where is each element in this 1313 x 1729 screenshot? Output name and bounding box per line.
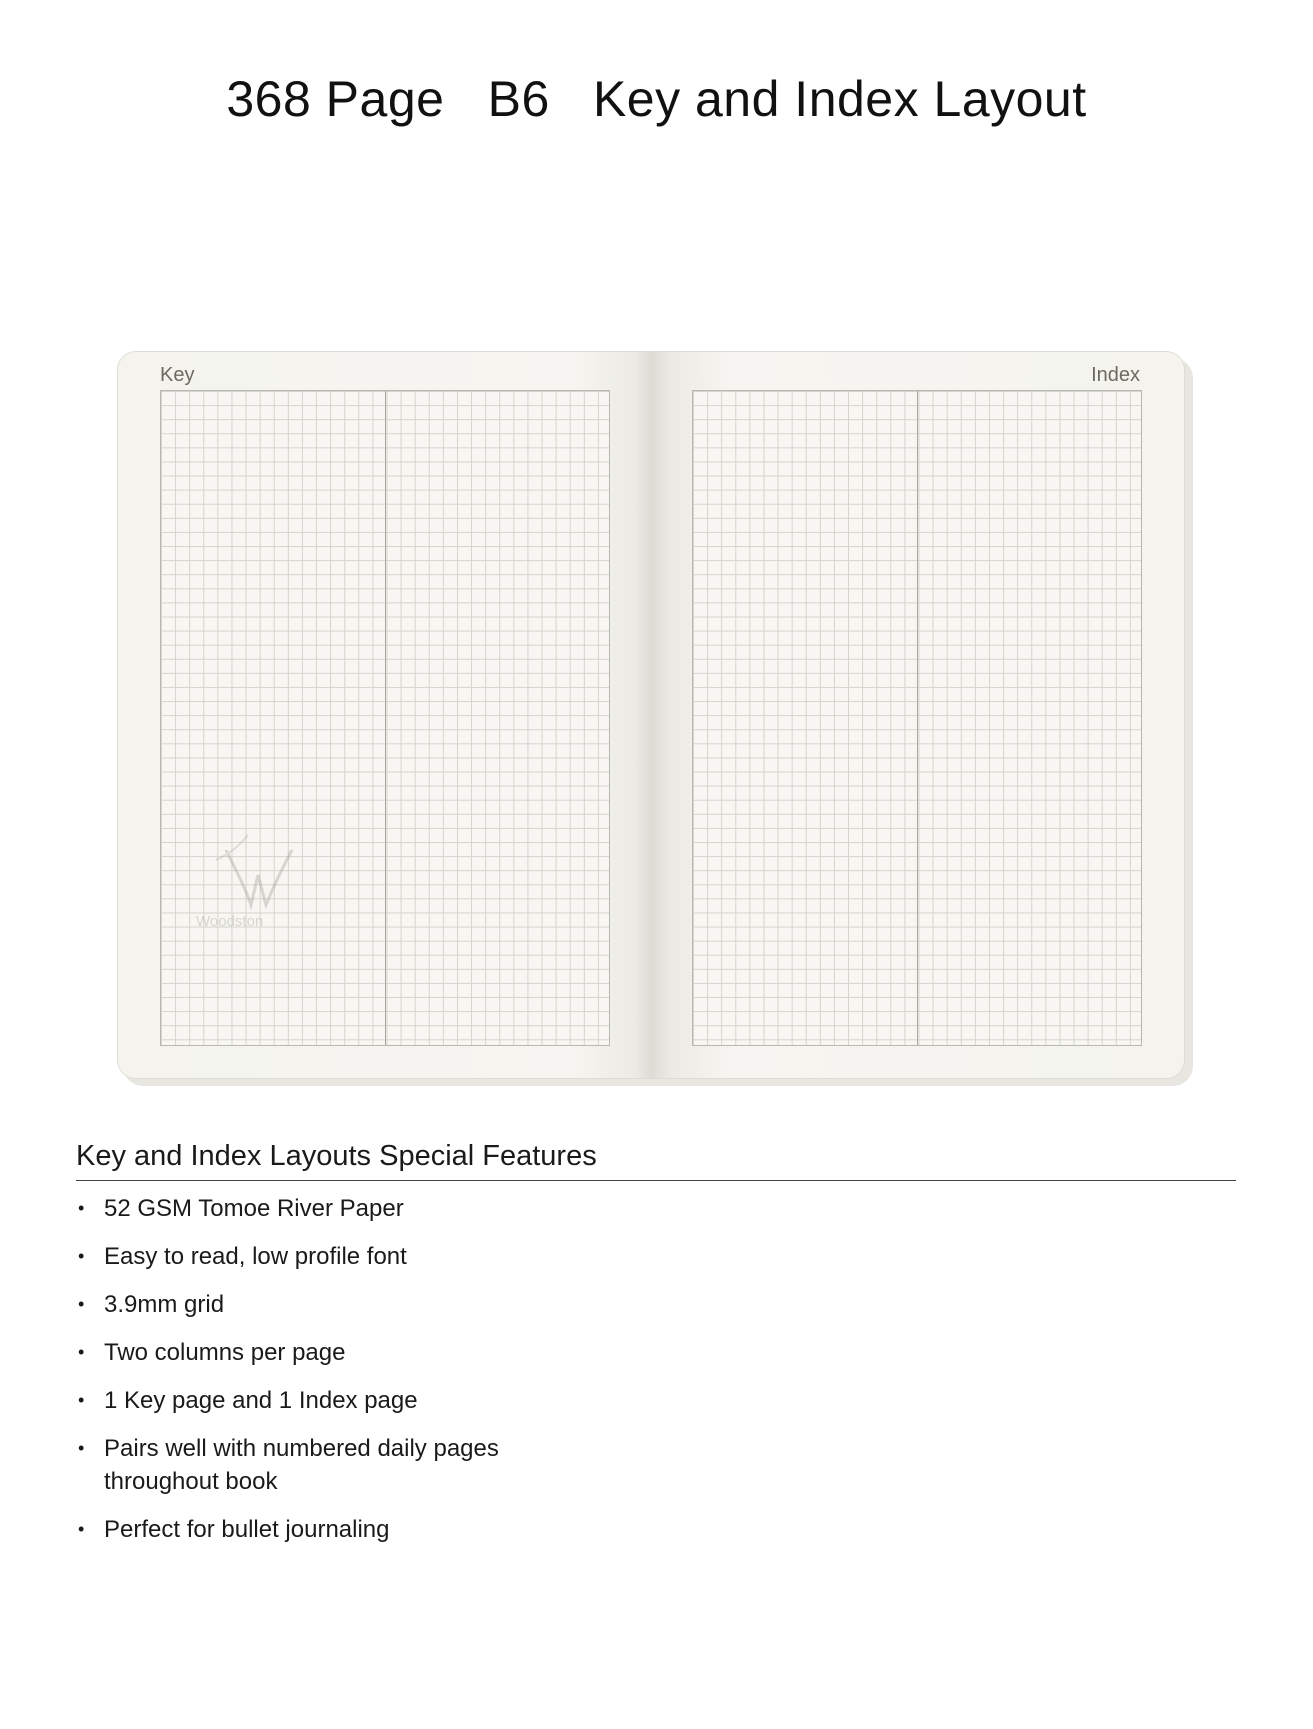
page-title: 368 Page B6 Key and Index Layout [226, 71, 1087, 127]
feature-text: Pairs well with numbered daily pages throughout book [104, 1435, 499, 1495]
feature-item [76, 1240, 636, 1273]
key-page-grid [160, 390, 610, 1046]
features-list [76, 1192, 636, 1561]
bullet-icon: • [78, 1519, 85, 1539]
bullet-icon: • [78, 1342, 85, 1362]
feature-item [76, 1384, 636, 1417]
feature-text: Easy to read, low profile font [104, 1243, 407, 1270]
bullet-icon: • [78, 1294, 85, 1314]
column-divider [385, 391, 386, 1045]
column-divider [917, 391, 918, 1045]
feature-text: 1 Key page and 1 Index page [104, 1387, 418, 1414]
key-page [118, 352, 651, 1078]
feature-item [76, 1288, 636, 1321]
bullet-icon: • [78, 1198, 85, 1218]
feature-item [76, 1336, 636, 1369]
feature-item [76, 1432, 544, 1498]
feature-text: 3.9mm grid [104, 1291, 225, 1318]
feature-text: 52 GSM Tomoe River Paper [104, 1195, 404, 1222]
notebook-spread-image [118, 352, 1190, 1084]
index-page-label: Index [1091, 364, 1140, 386]
key-page-label: Key [160, 364, 195, 386]
feature-item [76, 1192, 636, 1225]
bullet-icon: • [78, 1438, 85, 1458]
feature-item [76, 1513, 636, 1546]
feature-text: Two columns per page [104, 1339, 346, 1366]
watermark-text: Woodston [196, 913, 264, 930]
bullet-icon: • [78, 1390, 85, 1410]
heading-rule [76, 1180, 1236, 1181]
woodston-watermark-logo [196, 830, 306, 930]
bullet-icon: • [78, 1246, 85, 1266]
index-page [651, 352, 1184, 1078]
index-page-grid [692, 390, 1142, 1046]
open-notebook [118, 352, 1184, 1078]
feature-text: Perfect for bullet journaling [104, 1516, 390, 1543]
features-heading: Key and Index Layouts Special Features [76, 1140, 597, 1172]
